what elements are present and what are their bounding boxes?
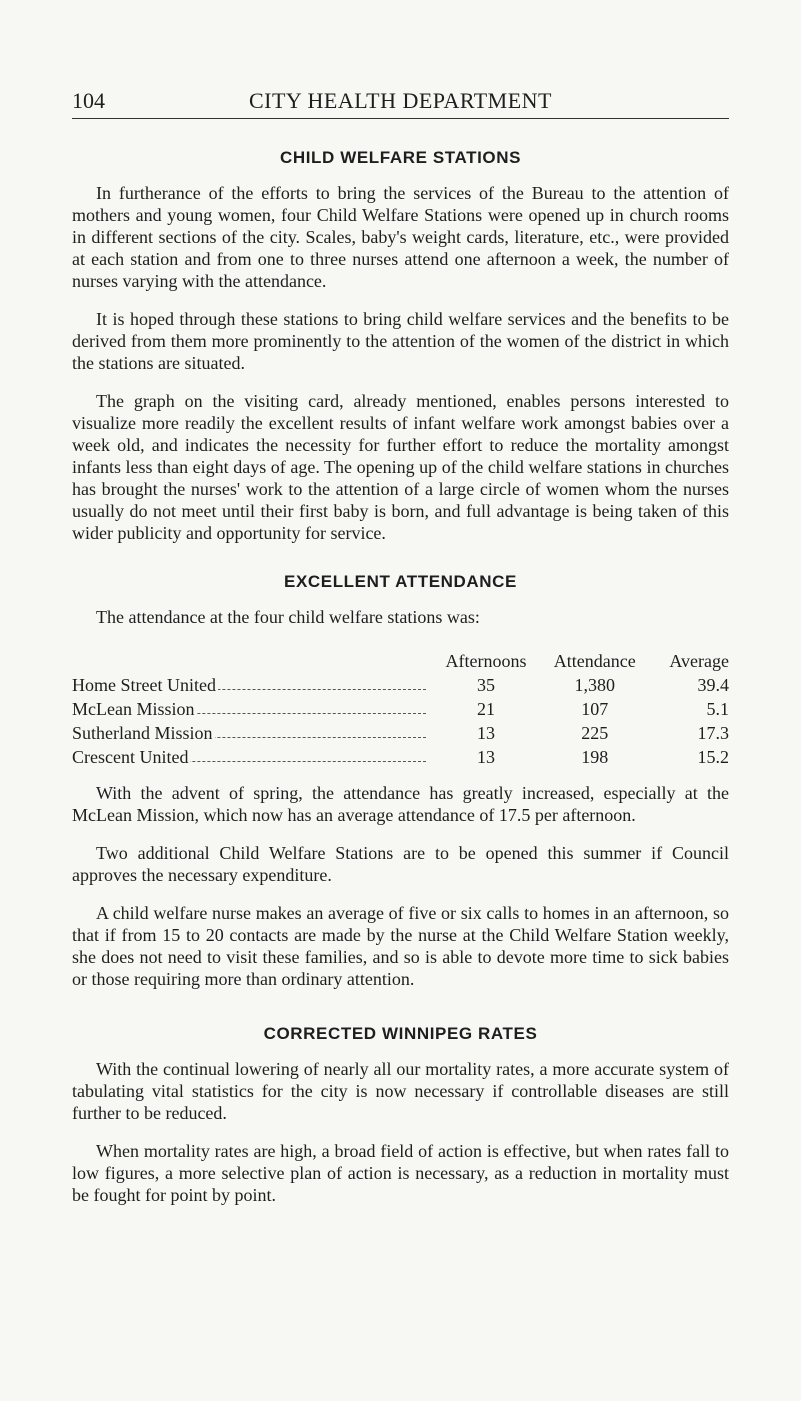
- paragraph: In furtherance of the efforts to bring the services of the Bureau to the attention of mothers and young women, four Child Welfare Stations were opened up in church rooms in different sections of the city. Scales, baby's weight cards, literature, etc., were provided at each station and from one to three nurses attend one afternoon a week, the number of nurses varying with the attendance.: [72, 183, 729, 291]
- attendance-cell: 1,380: [574, 675, 615, 695]
- table-row: [72, 744, 729, 768]
- running-header: [72, 88, 729, 119]
- paragraph: With the continual lowering of nearly all our mortality rates, a more accurate system of tabulating vital statistics for the city is now necessary if controllable diseases are still further to be reduced.: [72, 1059, 729, 1123]
- station-name: Crescent United: [72, 747, 189, 767]
- table-row: [72, 696, 729, 720]
- table-row: [72, 672, 729, 696]
- section-heading-winnipeg-rates: CORRECTED WINNIPEG RATES: [263, 1024, 538, 1043]
- page-number: 104: [72, 88, 105, 113]
- station-name-cell: [72, 720, 432, 744]
- attendance-cell: 107: [581, 699, 609, 719]
- average-cell: 17.3: [697, 723, 729, 743]
- average-cell: 5.1: [706, 699, 729, 719]
- running-title: CITY HEALTH DEPARTMENT: [248, 88, 552, 113]
- paragraph: Two additional Child Welfare Stations are to be opened this summer if Council approves the necessary expenditure.: [72, 843, 729, 885]
- station-name-cell: [72, 744, 432, 768]
- table-header-row: [72, 644, 729, 672]
- column-header-attendance: Attendance: [553, 651, 636, 671]
- station-name: Sutherland Mission: [72, 723, 213, 743]
- attendance-intro: The attendance at the four child welfare stations was:: [96, 607, 480, 627]
- column-header-average: Average: [669, 651, 729, 671]
- attendance-cell: 198: [581, 747, 609, 767]
- afternoons-cell: 13: [477, 723, 496, 743]
- station-name-cell: [72, 672, 432, 696]
- station-name: Home Street United: [72, 675, 216, 695]
- afternoons-cell: 35: [477, 675, 496, 695]
- attendance-table: [72, 644, 729, 768]
- column-header-station: [72, 644, 432, 672]
- page-content: [72, 148, 729, 1222]
- paragraph: When mortality rates are high, a broad field of action is effective, but when rates fall to low figures, a more selective plan of action is necessary, as a reduction in mortality must be fought for point by point.: [72, 1141, 729, 1205]
- paragraph: With the advent of spring, the attendance has greatly increased, especially at the McLean Mission, which now has an average attendance of 17.5 per afternoon.: [72, 783, 729, 825]
- column-header-afternoons: Afternoons: [445, 651, 527, 671]
- paragraph: The graph on the visiting card, already mentioned, enables persons interested to visualize more readily the excellent results of infant welfare work amongst babies over a week old, and indicates the necessity for further effort to reduce the mortality amongst infants less than eight days of age. The opening up of the child welfare stations in churches has brought the nurses' work to the attention of a large circle of women whom the nurses usually do not meet until their first baby is born, and full advantage is being taken of this wider publicity and opportunity for service.: [72, 391, 729, 543]
- section-heading-attendance: EXCELLENT ATTENDANCE: [284, 572, 517, 591]
- station-name: McLean Mission: [72, 699, 195, 719]
- paragraph: A child welfare nurse makes an average of five or six calls to homes in an afternoon, so that if from 15 to 20 contacts are made by the nurse at the Child Welfare Station weekly, she does not need to visit these families, and so is able to devote more time to sick babies or those requiring more than ordinary attention.: [72, 903, 729, 989]
- station-name-cell: [72, 696, 432, 720]
- attendance-cell: 225: [581, 723, 609, 743]
- afternoons-cell: 21: [477, 699, 496, 719]
- afternoons-cell: 13: [477, 747, 496, 767]
- section-heading-child-welfare: CHILD WELFARE STATIONS: [279, 148, 522, 167]
- average-cell: 39.4: [697, 675, 729, 695]
- average-cell: 15.2: [697, 747, 729, 767]
- table-row: [72, 720, 729, 744]
- paragraph: It is hoped through these stations to bring child welfare services and the benefits to be derived from them more prominently to the attention of the women of the district in which the stations are situated.: [72, 309, 729, 373]
